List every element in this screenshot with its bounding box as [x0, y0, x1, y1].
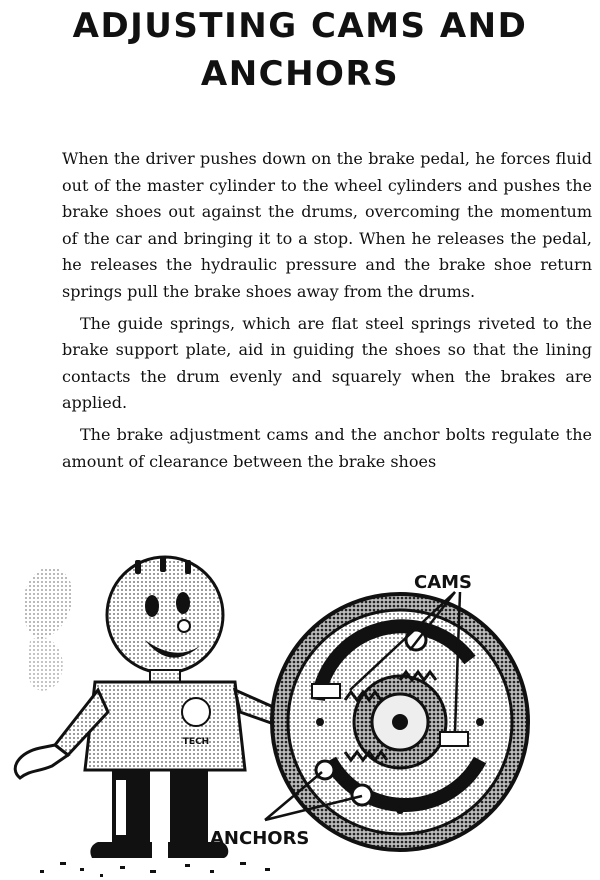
anchors-label: ANCHORS — [210, 828, 310, 849]
paragraph-1: When the driver pushes down on the brake pedal, he forces fluid out of the master cylinder to the wheel cylinders and pushes the brake shoes out against the drums, overcoming the momentum of the car and bringing it to a stop. When he releases the pedal, he releases the hydraulic pressure and the brake shoe return springs pull the brake shoes away from the drums. — [62, 149, 592, 301]
background-haze — [23, 567, 73, 690]
page-title: ADJUSTING CAMS AND ANCHORS — [72, 6, 528, 94]
body-text — [62, 146, 592, 475]
brake-assembly — [272, 594, 528, 850]
paragraph-3: The brake adjustment cams and the anchor bolts regulate the amount of clearance between the brake shoes — [62, 424, 592, 471]
cams-label: CAMS — [414, 572, 473, 593]
paragraph-2: The guide springs, which are flat steel springs riveted to the brake support plate, aid in guiding the shoes so that the lining contacts the drum evenly and squarely when the brakes are applied. — [62, 313, 592, 413]
mascot-shirt-text: TECH — [182, 737, 210, 747]
brake-illustration — [0, 540, 600, 880]
